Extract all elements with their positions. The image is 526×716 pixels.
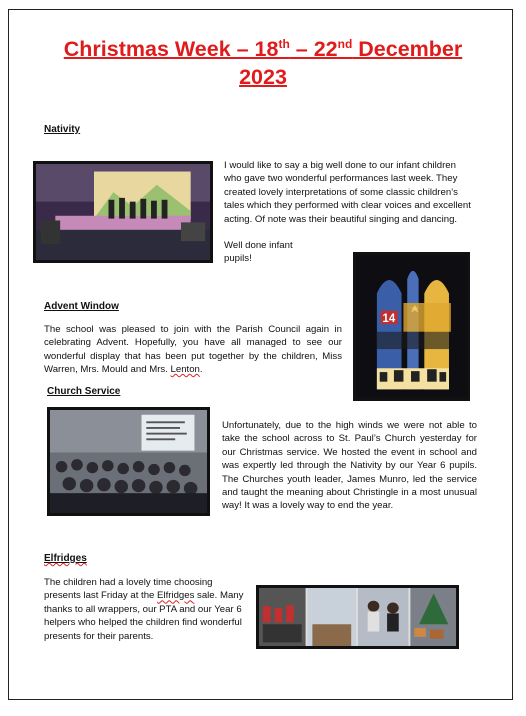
elfridges-text	[44, 576, 249, 643]
title-text-3: December	[352, 37, 463, 61]
window-number: 14	[382, 313, 396, 326]
elfridges-text-end: sale. Many thanks to all wrappers, our PTA and our Year 6 helpers who helped the children find wonderful presents for their parents.	[44, 590, 244, 642]
title-year: 2023	[239, 65, 287, 89]
elfridges-heading	[44, 553, 87, 564]
advent-heading: Advent Window	[44, 301, 119, 312]
advent-window-photo	[353, 252, 470, 401]
nativity-heading: Nativity	[44, 124, 81, 135]
page-title	[30, 35, 496, 91]
advent-text-end: .	[199, 364, 203, 376]
elfridges-text-name: Elfridges	[157, 590, 195, 602]
church-heading: Church Service	[47, 386, 121, 397]
nativity-text: I would like to say a big well done to our infant children who gave two wonderful performances last week. They created lovely interpretations of some classic children’s tales which they performed with clear voices and excellent acting. Of note was their beautiful singing and dancing.	[224, 160, 471, 225]
advent-text-main: The school was pleased to join with the Parish Council again in celebrating Advent. Hopefully, you have all managed to see our wonderful display that has been put together by the children, Miss Warren, Mrs. Mould and Mrs.	[44, 324, 342, 376]
church-text: Unfortunately, due to the high winds we were not able to take the school across to St. Paul’s Church yesterday for our Christmas service. We hosted the event in school and was expertly led through the Nativity by our Year 6 pupils. The Churches youth leader, James Munro, led the service and taught the meaning about Christingle in a most unusual way! It was a lovely way to end the year.	[222, 420, 477, 512]
elfridges-collage-photo	[256, 585, 459, 649]
elfridges-heading-text: Elfridges	[44, 553, 87, 564]
nativity-text-line-2: pupils!	[224, 253, 252, 265]
nativity-photo	[33, 161, 213, 263]
church-service-photo	[47, 407, 210, 516]
nativity-text-line-1: Well done infant	[224, 240, 293, 251]
title-sup-2: nd	[337, 36, 353, 51]
title-text-2: – 22	[289, 37, 338, 61]
elfridges-text-main: The children had a lovely time choosing presents last Friday at the	[44, 577, 213, 602]
advent-text	[44, 323, 342, 377]
title-sup-1: th	[278, 36, 290, 51]
title-text-1: Christmas Week – 18	[63, 37, 279, 61]
advent-text-name: Lenton	[170, 364, 200, 376]
nativity-text-end	[224, 239, 349, 266]
